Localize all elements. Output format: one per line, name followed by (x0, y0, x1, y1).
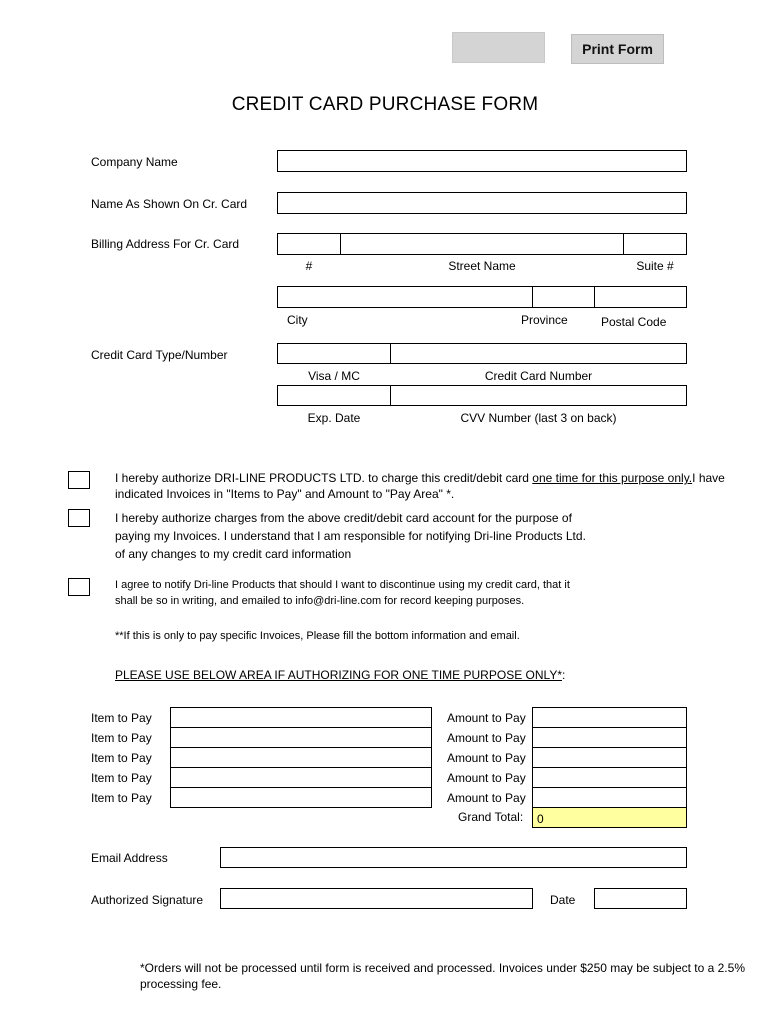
date-input[interactable] (594, 888, 687, 909)
one-time-heading-text: PLEASE USE BELOW AREA IF AUTHORIZING FOR ONE TIME PURPOSE ONLY* (115, 668, 562, 682)
card-number-input[interactable] (390, 343, 687, 364)
item-label: Item to Pay (91, 771, 152, 785)
amount-input[interactable] (532, 747, 687, 768)
street-name-caption: Street Name (448, 259, 516, 273)
recurring-text-line2: paying my Invoices. I understand that I am responsible for notifying Dri-line Products Ltd. (115, 529, 586, 543)
item-input[interactable] (170, 767, 432, 788)
discontinue-text-line1: I agree to notify Dri-line Products that should I want to discontinue using my credit card, that it (115, 579, 570, 591)
amount-label: Amount to Pay (447, 771, 526, 785)
item-label: Item to Pay (91, 791, 152, 805)
discontinue-notify-checkbox[interactable] (68, 578, 90, 596)
footer-note: *Orders will not be processed until form is received and processed. Invoices under $250 may be subject to a 2.5% processing fee. (140, 961, 745, 991)
item-label: Item to Pay (91, 711, 152, 725)
suite-input[interactable] (623, 233, 687, 255)
one-time-authorize-text (115, 470, 755, 502)
amount-label: Amount to Pay (447, 711, 526, 725)
exp-date-input[interactable] (277, 385, 391, 406)
item-label: Item to Pay (91, 731, 152, 745)
visa-mc-caption: Visa / MC (308, 369, 360, 383)
billing-address-label: Billing Address For Cr. Card (91, 237, 240, 251)
street-name-input[interactable] (340, 233, 624, 255)
one-time-text-part2: I have indicated Invoices in "Items to Pay" and Amount to "Pay Area" *. (115, 471, 725, 501)
grand-total-field: 0 (532, 807, 687, 828)
amount-label: Amount to Pay (447, 751, 526, 765)
amount-input[interactable] (532, 787, 687, 808)
recurring-text-line1: I hereby authorize charges from the above credit/debit card account for the purpose of (115, 511, 572, 525)
city-caption: City (287, 313, 308, 327)
card-type-input[interactable] (277, 343, 391, 364)
blank-button[interactable] (452, 32, 545, 63)
page-title: CREDIT CARD PURCHASE FORM (231, 94, 539, 115)
amount-input[interactable] (532, 707, 687, 728)
email-label: Email Address (91, 851, 168, 865)
amount-label: Amount to Pay (447, 731, 526, 745)
cvv-caption: CVV Number (last 3 on back) (460, 411, 617, 425)
amount-label: Amount to Pay (447, 791, 526, 805)
company-name-input[interactable] (277, 150, 687, 172)
card-name-label: Name As Shown On Cr. Card (91, 197, 248, 211)
cvv-input[interactable] (390, 385, 687, 406)
email-input[interactable] (220, 847, 687, 868)
city-input[interactable] (277, 286, 533, 308)
discontinue-text-line2: shall be so in writing, and emailed to info@dri-line.com for record keeping purposes. (115, 595, 525, 607)
print-form-button[interactable]: Print Form (571, 34, 664, 64)
postal-code-input[interactable] (594, 286, 687, 308)
card-name-input[interactable] (277, 192, 687, 214)
province-input[interactable] (532, 286, 595, 308)
address-number-caption: # (305, 259, 313, 273)
card-type-number-label: Credit Card Type/Number (91, 348, 228, 362)
one-time-area-heading (115, 668, 565, 682)
specific-invoices-note: **If this is only to pay specific Invoices, Please fill the bottom information and email. (115, 630, 520, 642)
item-input[interactable] (170, 727, 432, 748)
discontinue-notify-text (115, 577, 755, 609)
one-time-heading-colon: : (562, 668, 566, 682)
recurring-authorize-text (115, 509, 735, 563)
company-name-label: Company Name (91, 155, 178, 169)
card-number-caption: Credit Card Number (484, 369, 593, 383)
province-caption: Province (521, 313, 568, 327)
item-input[interactable] (170, 747, 432, 768)
suite-caption: Suite # (636, 259, 674, 273)
one-time-text-underline: one time for this purpose only. (532, 471, 693, 485)
date-label: Date (550, 893, 576, 907)
one-time-text-part1: I hereby authorize DRI-LINE PRODUCTS LTD. to charge this credit/debit card (115, 471, 533, 485)
amount-input[interactable] (532, 727, 687, 748)
one-time-authorize-checkbox[interactable] (68, 471, 90, 489)
grand-total-label: Grand Total: (458, 810, 524, 824)
exp-date-caption: Exp. Date (307, 411, 361, 425)
postal-code-caption: Postal Code (601, 315, 667, 329)
address-number-input[interactable] (277, 233, 341, 255)
signature-input[interactable] (220, 888, 533, 909)
signature-label: Authorized Signature (91, 893, 204, 907)
recurring-text-line3: of any changes to my credit card information (115, 547, 352, 561)
item-input[interactable] (170, 707, 432, 728)
item-input[interactable] (170, 787, 432, 808)
recurring-authorize-checkbox[interactable] (68, 509, 90, 527)
item-label: Item to Pay (91, 751, 152, 765)
amount-input[interactable] (532, 767, 687, 788)
